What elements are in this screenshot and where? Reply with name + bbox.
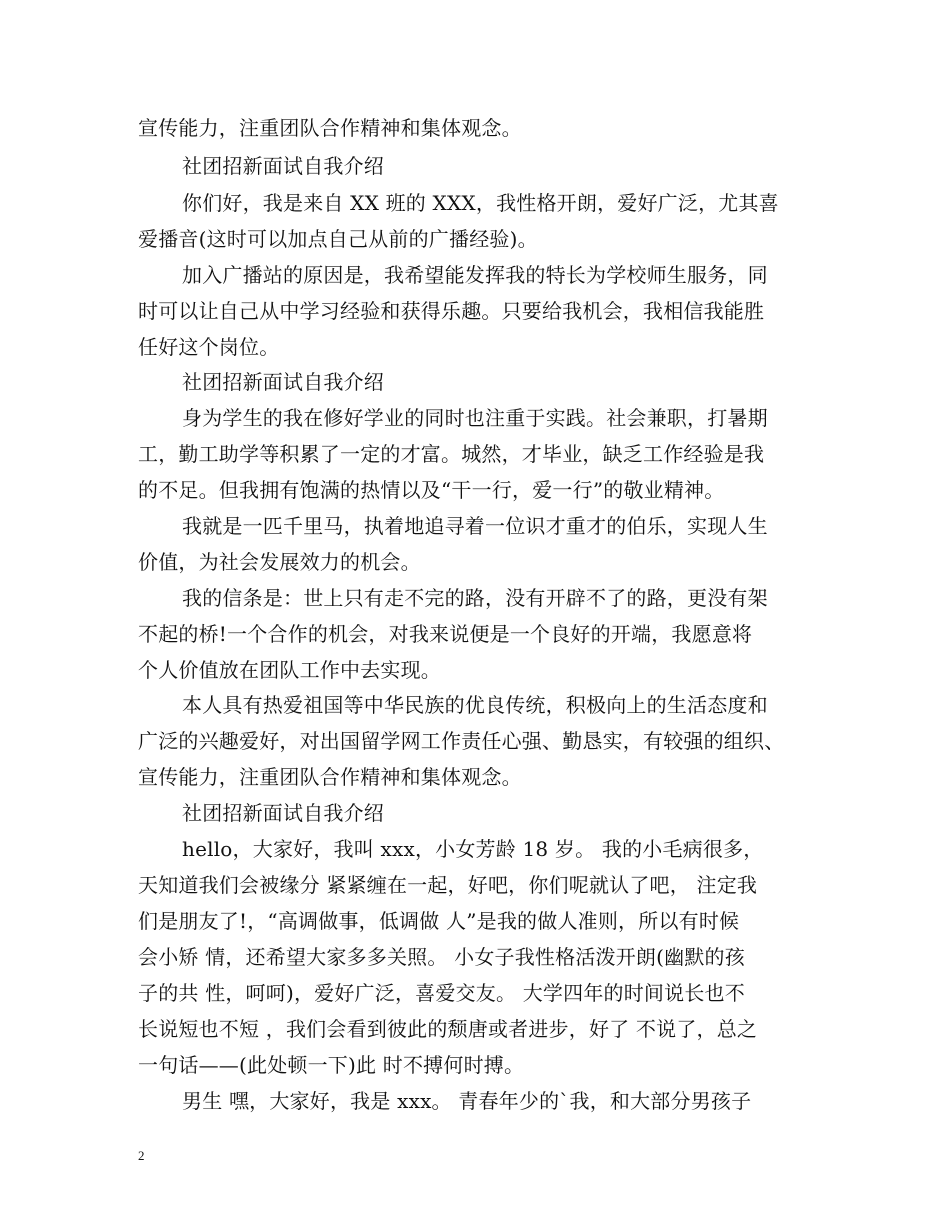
text-line: 长说短也不短 ，我们会看到彼此的颓唐或者进步，好了 不说了，总之 <box>138 1017 758 1041</box>
page-number: 2 <box>138 1148 145 1163</box>
text-line: 宣传能力，注重团队合作精神和集体观念。 <box>138 116 522 140</box>
text-line: 我的信条是：世上只有走不完的路，没有开辟不了的路，更没有架 <box>182 586 768 610</box>
text-line: 身为学生的我在修好学业的同时也注重于实践。社会兼职，打暑期 <box>182 406 768 430</box>
section-heading: 社团招新面试自我介绍 <box>182 370 384 394</box>
text-line: hello，大家好，我叫 xxx，小女芳龄 18 岁。 我的小毛病很多， <box>182 837 764 861</box>
text-line: 们是朋友了!，“高调做事，低调做 人”是我的做人准则，所以有时候 <box>138 909 740 933</box>
text-line: 本人具有热爱祖国等中华民族的优良传统，积极向上的生活态度和 <box>182 693 768 717</box>
section-heading: 社团招新面试自我介绍 <box>182 801 384 825</box>
text-line: 个人价值放在团队工作中去实现。 <box>138 658 441 682</box>
text-line: 男生 嘿，大家好，我是 xxx。 青春年少的`我，和大部分男孩子 <box>182 1089 752 1113</box>
text-line: 爱播音(这时可以加点自己从前的广播经验)。 <box>138 227 538 251</box>
text-line: 广泛的兴趣爱好，对出国留学网工作责任心强、勤恳实，有较强的组织、 <box>138 729 785 753</box>
text-line: 你们好，我是来自 XX 班的 XXX，我性格开朗，爱好广泛，尤其喜 <box>182 191 779 215</box>
text-line: 子的共 性，呵呵)，爱好广泛，喜爱交友。 大学四年的时间说长也不 <box>138 981 745 1005</box>
text-line: 工，勤工助学等积累了一定的才富。城然，才毕业，缺乏工作经验是我 <box>138 442 765 466</box>
text-line: 会小矫 情，还希望大家多多关照。 小女子我性格活泼开朗(幽默的孩 <box>138 945 745 969</box>
text-line: 的不足。但我拥有饱满的热情以及“干一行，爱一行”的敬业精神。 <box>138 478 725 502</box>
text-line: 加入广播站的原因是，我希望能发挥我的特长为学校师生服务，同 <box>182 263 768 287</box>
text-line: 天知道我们会被缘分 紧紧缠在一起，好吧，你们呢就认了吧， 注定我 <box>138 873 758 897</box>
text-line: 宣传能力，注重团队合作精神和集体观念。 <box>138 765 522 789</box>
text-line: 我就是一匹千里马，执着地追寻着一位识才重才的伯乐，实现人生 <box>182 514 768 538</box>
text-line: 任好这个岗位。 <box>138 335 280 359</box>
text-line: 价值，为社会发展效力的机会。 <box>138 550 421 574</box>
text-line: 不起的桥!一个合作的机会，对我来说便是一个良好的开端，我愿意将 <box>138 622 753 646</box>
text-line: 一句话——(此处顿一下)此 时不搏何时搏。 <box>138 1053 525 1077</box>
section-heading: 社团招新面试自我介绍 <box>182 154 384 178</box>
text-line: 时可以让自己从中学习经验和获得乐趣。只要给我机会，我相信我能胜 <box>138 299 765 323</box>
